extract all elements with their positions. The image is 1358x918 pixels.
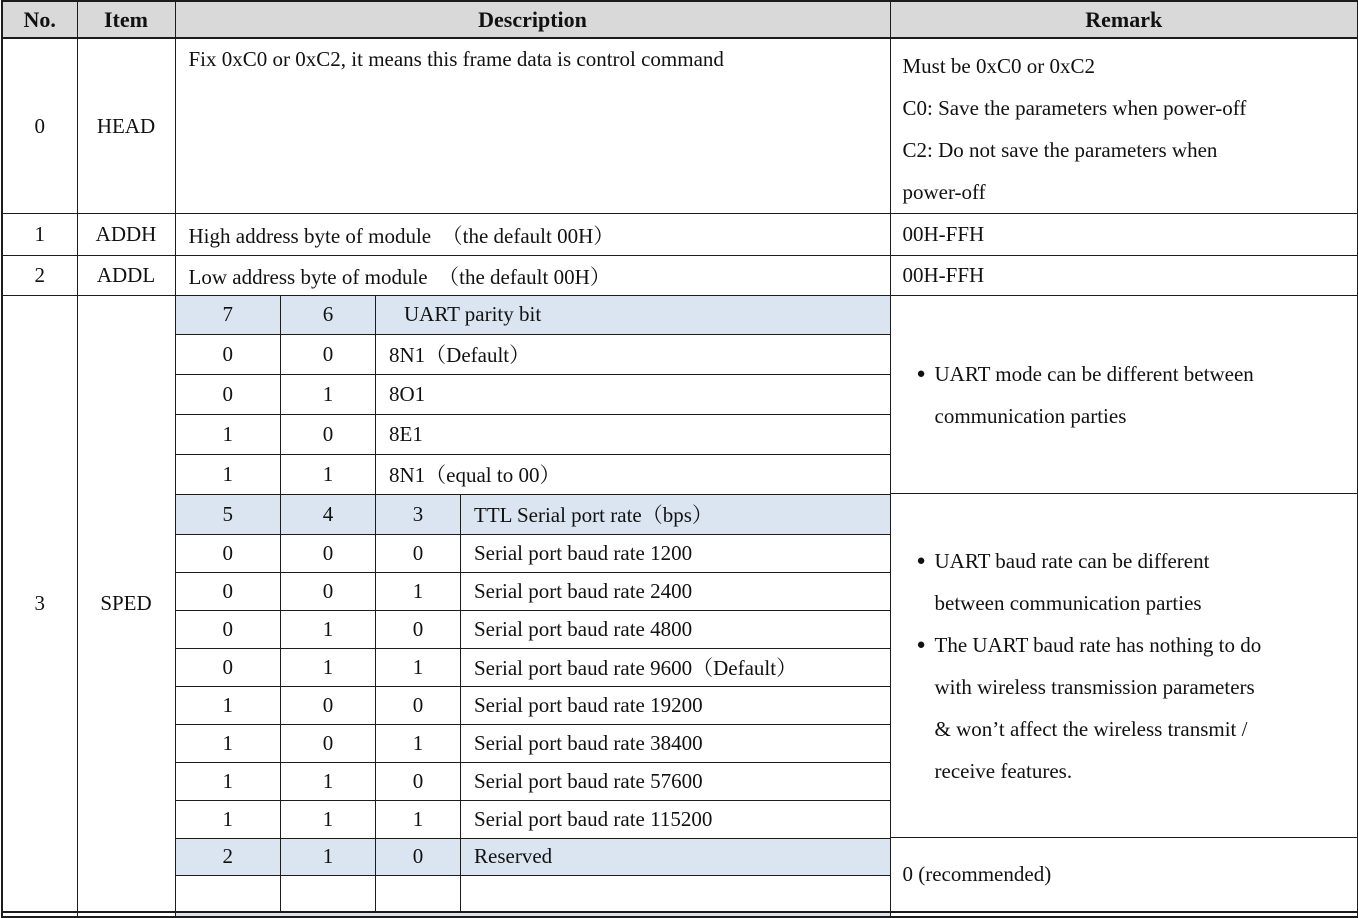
parity-mode-label: 8O1 xyxy=(376,374,891,414)
bit-value: 1 xyxy=(176,762,281,800)
bullet-icon: ● xyxy=(916,636,926,653)
bit-value: 0 xyxy=(281,414,376,454)
header-item: Item xyxy=(77,1,175,38)
bullet-text-line: UART mode can be different between xyxy=(934,361,1254,386)
baud-row xyxy=(176,800,891,838)
reserved-header-row xyxy=(176,838,891,875)
bullet-text-line: UART baud rate can be different xyxy=(934,548,1210,573)
head-remark-line: C0: Save the parameters when power-off xyxy=(902,96,1247,120)
next-row-partial xyxy=(2,912,1358,917)
empty-cell xyxy=(77,912,175,917)
addl-description: Low address byte of module （the default 00H） xyxy=(175,256,890,296)
baud-bit5-header: 5 xyxy=(176,494,281,534)
remark-bullet-item xyxy=(891,540,1358,624)
bullet-text-line: & won’t affect the wireless transmit / xyxy=(934,716,1248,741)
baud-rate-label: Serial port baud rate 9600（Default） xyxy=(461,648,891,686)
sped-description xyxy=(175,296,890,913)
parameter-table xyxy=(1,0,1358,918)
empty-cell xyxy=(890,912,1358,917)
bit-value: 1 xyxy=(176,454,281,494)
bit-value: 1 xyxy=(281,610,376,648)
baud-row xyxy=(176,572,891,610)
addl-no: 2 xyxy=(2,256,77,296)
baud-remark-block xyxy=(891,494,1358,838)
empty-cell xyxy=(461,875,891,911)
remark-bullet-item xyxy=(891,353,1358,437)
head-item: HEAD xyxy=(77,38,175,214)
reserved-remark-block xyxy=(891,838,1358,911)
bit-value: 1 xyxy=(376,572,461,610)
remark-bullet-item xyxy=(891,624,1358,792)
addh-description: High address byte of module （the default 00H） xyxy=(175,214,890,256)
baud-rate-label: Serial port baud rate 19200 xyxy=(461,686,891,724)
baud-bit3-header: 3 xyxy=(376,494,461,534)
baud-row xyxy=(176,762,891,800)
bit-value: 1 xyxy=(176,686,281,724)
baud-row xyxy=(176,534,891,572)
bit-value: 0 xyxy=(176,610,281,648)
parity-row xyxy=(176,334,891,374)
bullet-text-line: receive features. xyxy=(934,758,1073,783)
bit-value: 0 xyxy=(176,534,281,572)
bit-value: 0 xyxy=(176,572,281,610)
bit-value: 0 xyxy=(376,762,461,800)
head-remark xyxy=(890,38,1358,214)
baud-row xyxy=(176,724,891,762)
bullet-text-line: with wireless transmission parameters xyxy=(934,674,1255,699)
head-remark-line: C2: Do not save the parameters when xyxy=(902,138,1218,162)
baud-rate-label: Serial port baud rate 38400 xyxy=(461,724,891,762)
reserved-bit2: 2 xyxy=(176,838,281,875)
reserved-bit1: 1 xyxy=(281,838,376,875)
head-no: 0 xyxy=(2,38,77,214)
addh-no: 1 xyxy=(2,214,77,256)
header-no: No. xyxy=(2,1,77,38)
baud-row xyxy=(176,610,891,648)
head-remark-line: Must be 0xC0 or 0xC2 xyxy=(902,54,1096,78)
row-head xyxy=(2,38,1358,214)
bit-value: 1 xyxy=(281,374,376,414)
bullet-text xyxy=(935,353,1254,437)
addl-item: ADDL xyxy=(77,256,175,296)
baud-rate-label: Serial port baud rate 1200 xyxy=(461,534,891,572)
head-remark-line: power-off xyxy=(902,180,986,204)
bit-value: 0 xyxy=(376,610,461,648)
row-addh xyxy=(2,214,1358,256)
baud-row xyxy=(176,686,891,724)
empty-cell xyxy=(176,875,281,911)
sped-bit-table xyxy=(176,296,891,911)
parity-row xyxy=(176,374,891,414)
head-description: Fix 0xC0 or 0xC2, it means this frame data is control command xyxy=(175,38,890,214)
header-remark: Remark xyxy=(890,1,1358,38)
baud-rate-label: Serial port baud rate 57600 xyxy=(461,762,891,800)
bullet-text xyxy=(935,540,1210,624)
reserved-label: Reserved xyxy=(461,838,891,875)
parity-row xyxy=(176,414,891,454)
bit-value: 0 xyxy=(176,374,281,414)
bit-value: 0 xyxy=(281,724,376,762)
bit-value: 1 xyxy=(281,648,376,686)
bullet-text-line: communication parties xyxy=(934,403,1127,428)
parity-mode-label: 8E1 xyxy=(376,414,891,454)
empty-cell xyxy=(376,875,461,911)
parity-header-label: UART parity bit xyxy=(376,296,891,334)
table-header-row xyxy=(2,1,1358,38)
reserved-remark-text: 0 (recommended) xyxy=(902,862,1052,886)
reserved-bit0: 0 xyxy=(376,838,461,875)
baud-header-label: TTL Serial port rate（bps） xyxy=(461,494,891,534)
baud-rate-label: Serial port baud rate 4800 xyxy=(461,610,891,648)
bullet-icon: ● xyxy=(916,552,926,569)
bullet-text-line: The UART baud rate has nothing to do xyxy=(934,632,1262,657)
parity-bit7-header: 7 xyxy=(176,296,281,334)
empty-cell xyxy=(2,912,77,917)
parity-mode-label: 8N1（equal to 00） xyxy=(376,454,891,494)
bullet-text-line: between communication parties xyxy=(934,590,1202,615)
parity-header-row xyxy=(176,296,891,334)
baud-header-row xyxy=(176,494,891,534)
bit-value: 0 xyxy=(176,648,281,686)
parity-bit6-header: 6 xyxy=(281,296,376,334)
addh-item: ADDH xyxy=(77,214,175,256)
bit-value: 0 xyxy=(281,534,376,572)
bit-value: 1 xyxy=(176,800,281,838)
empty-bit-row xyxy=(176,875,891,911)
addh-remark: 00H-FFH xyxy=(890,214,1358,256)
sped-item: SPED xyxy=(77,296,175,913)
bit-value: 0 xyxy=(281,572,376,610)
bit-value: 1 xyxy=(281,800,376,838)
parity-remark-block xyxy=(891,296,1358,494)
bit-value: 0 xyxy=(176,334,281,374)
bit-value: 1 xyxy=(376,800,461,838)
bit-value: 1 xyxy=(176,724,281,762)
bit-value: 1 xyxy=(281,762,376,800)
baud-rate-label: Serial port baud rate 115200 xyxy=(461,800,891,838)
baud-rate-label: Serial port baud rate 2400 xyxy=(461,572,891,610)
bit-value: 0 xyxy=(281,334,376,374)
row-sped xyxy=(2,296,1358,913)
bit-value: 1 xyxy=(376,724,461,762)
row-addl xyxy=(2,256,1358,296)
bit-value: 1 xyxy=(281,454,376,494)
bit-value: 1 xyxy=(376,648,461,686)
baud-row xyxy=(176,648,891,686)
addl-remark: 00H-FFH xyxy=(890,256,1358,296)
sped-no: 3 xyxy=(2,296,77,913)
bullet-icon: ● xyxy=(916,365,926,382)
parity-mode-label: 8N1（Default） xyxy=(376,334,891,374)
bit-value: 0 xyxy=(376,686,461,724)
bit-value: 0 xyxy=(281,686,376,724)
bit-value: 0 xyxy=(376,534,461,572)
bit-value: 1 xyxy=(176,414,281,454)
next-subheader-partial xyxy=(175,912,890,917)
header-description: Description xyxy=(175,1,890,38)
bullet-text xyxy=(935,624,1262,792)
empty-cell xyxy=(281,875,376,911)
sped-remark xyxy=(890,296,1358,913)
parity-row xyxy=(176,454,891,494)
baud-bit4-header: 4 xyxy=(281,494,376,534)
